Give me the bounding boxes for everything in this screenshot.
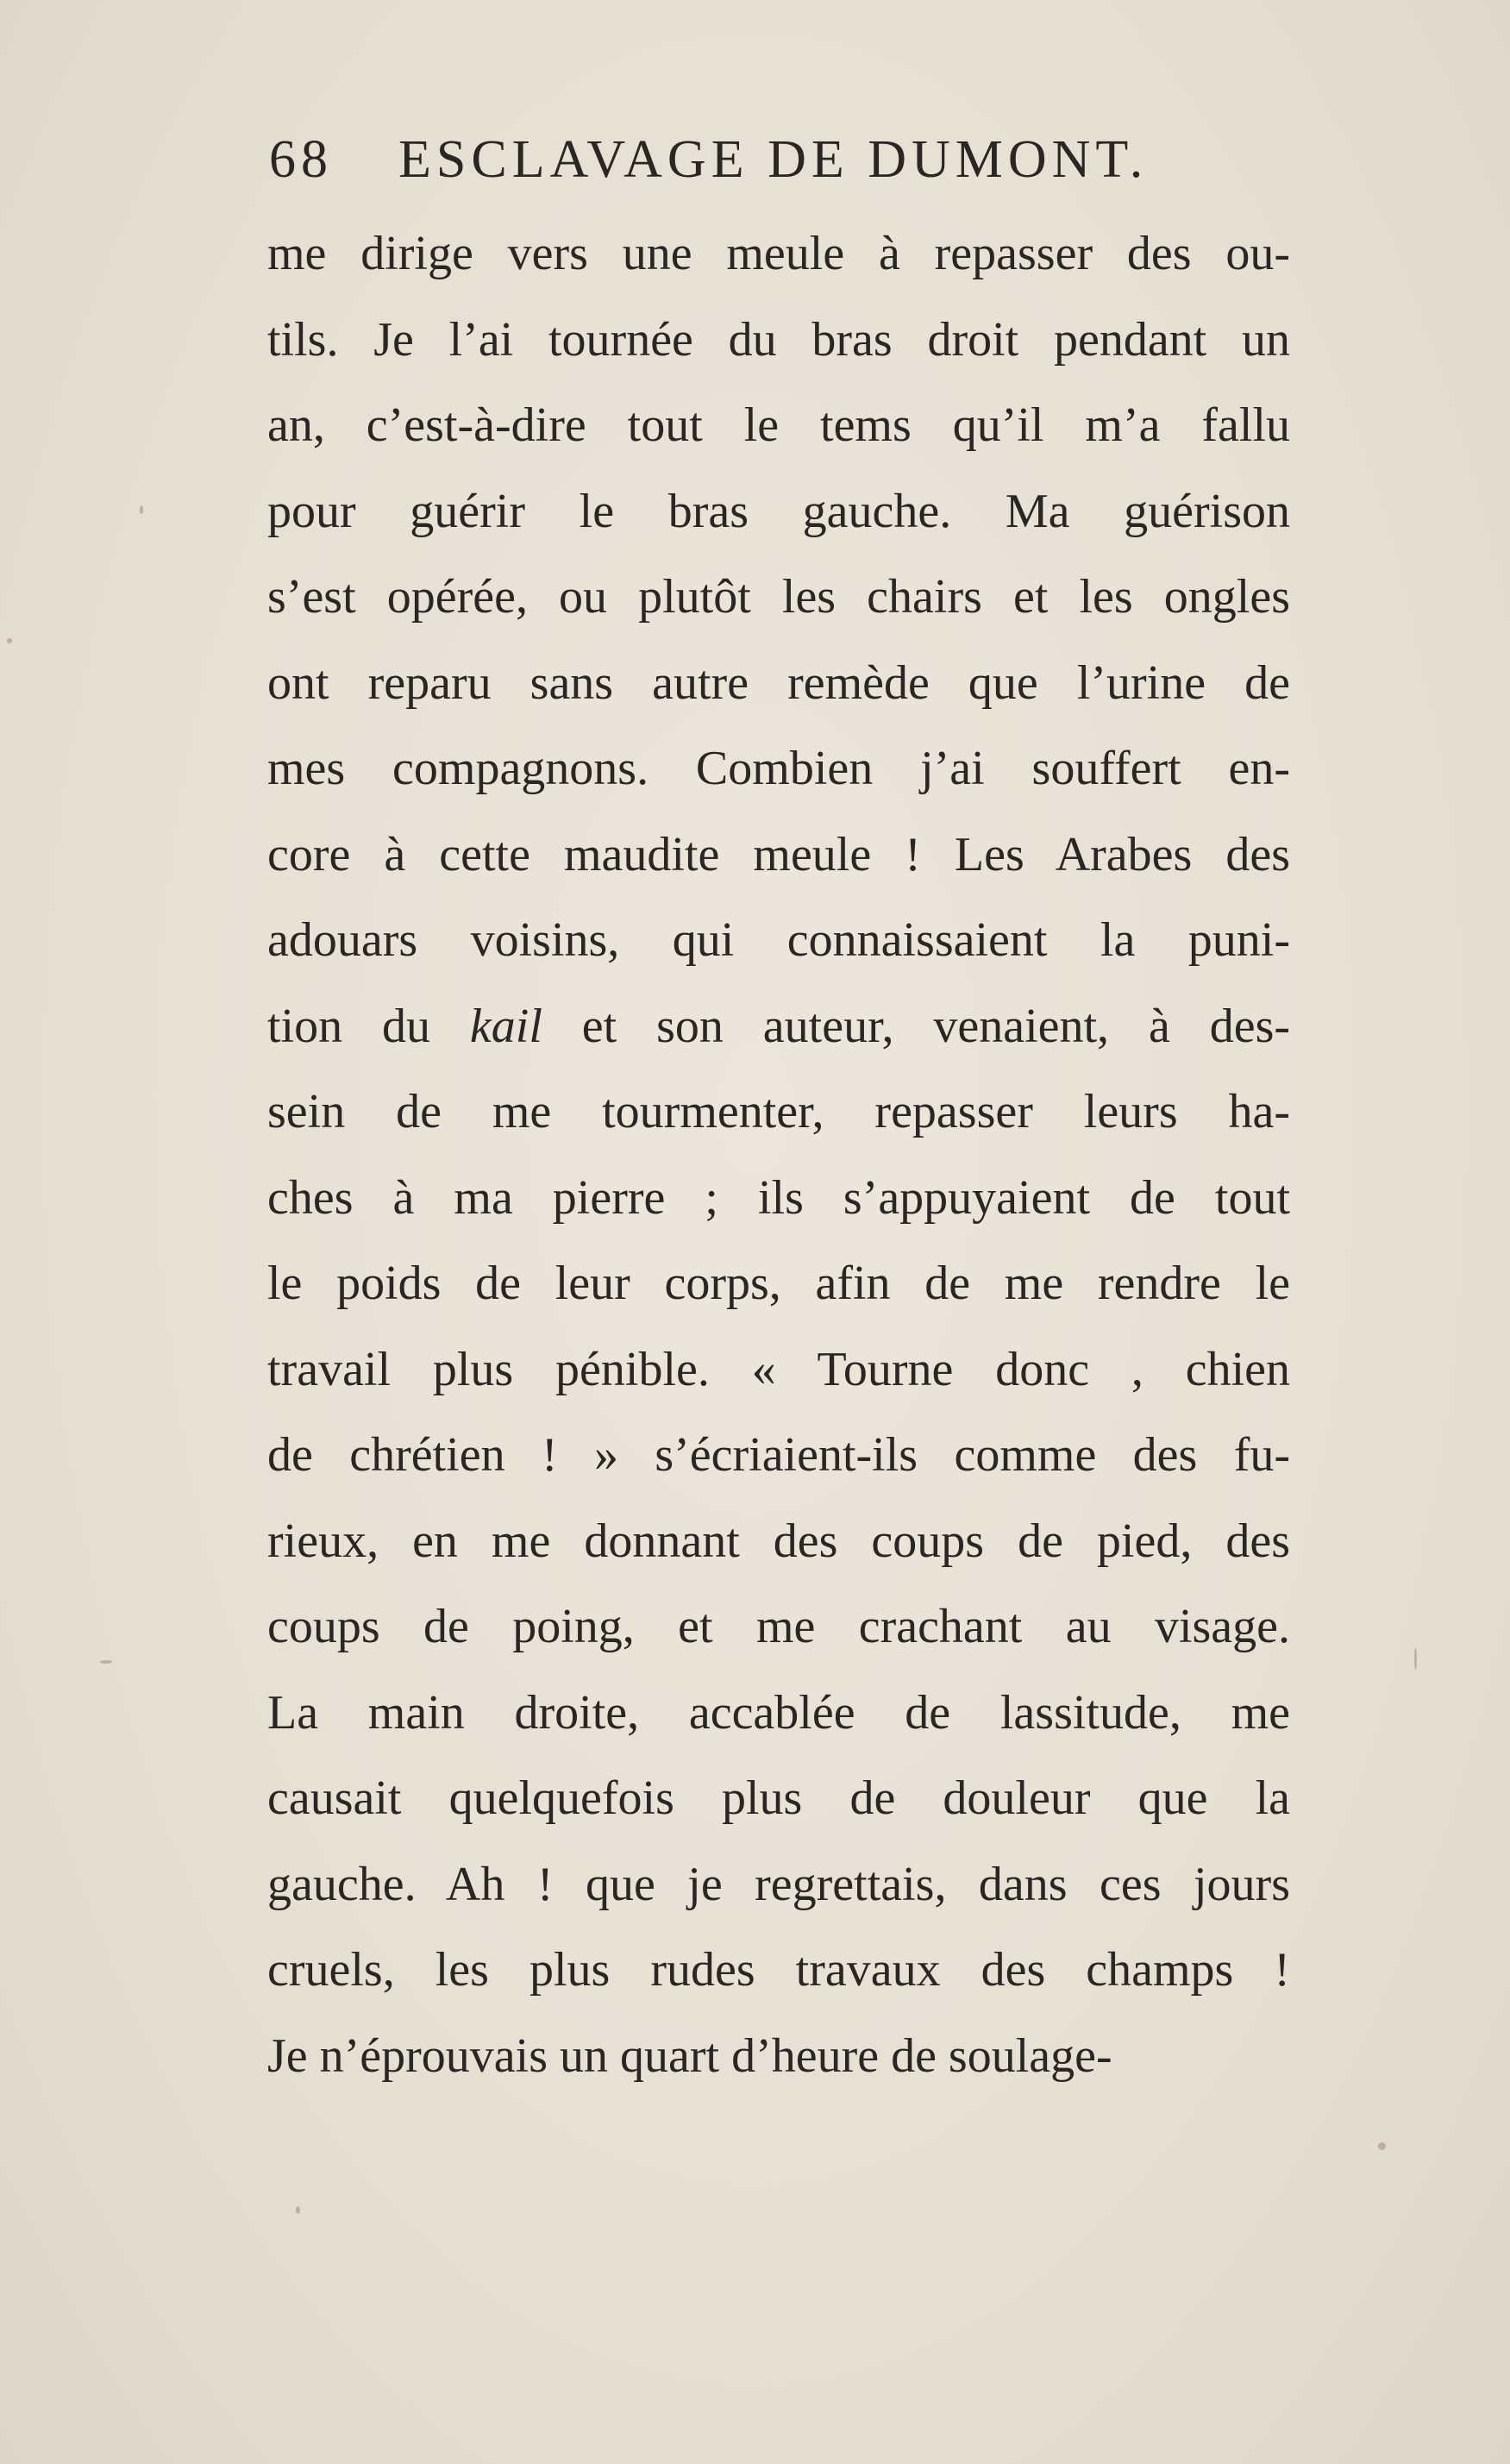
- text-line: [267, 898, 1290, 984]
- paper-speck: [7, 638, 12, 643]
- text-line: [267, 1156, 1290, 1242]
- text-run: ont reparu sans autre remède que l’urine de: [267, 655, 1290, 710]
- text-line: [267, 383, 1290, 469]
- paper-speck: [1378, 2142, 1386, 2150]
- text-run: coups de poing, et me crachant au visage.: [267, 1600, 1290, 1653]
- text-line: [267, 1584, 1290, 1671]
- body-text: [267, 211, 1290, 2099]
- text-line: [267, 2014, 1290, 2100]
- text-line: [267, 555, 1290, 641]
- text-run: s’est opérée, ou plutôt les chairs et les ongles: [267, 570, 1290, 624]
- text-run: cruels, les plus rudes travaux des champs !: [267, 1943, 1290, 1997]
- text-run: adouars voisins, qui connaissaient la puni-: [267, 913, 1290, 967]
- text-run: mes compagnons. Combien j’ai souffert en-: [267, 742, 1290, 795]
- text-line: [267, 1842, 1290, 1928]
- text-run: core à cette maudite meule ! Les Arabes des: [267, 827, 1290, 881]
- text-run: La main droite, accablée de lassitude, me: [267, 1685, 1290, 1740]
- text-line: [267, 1671, 1290, 1757]
- text-line: [267, 1928, 1290, 2014]
- text-line: [267, 1413, 1290, 1499]
- text-run: pour guérir le bras gauche. Ma guérison: [267, 484, 1290, 538]
- paper-speck: [296, 2206, 300, 2214]
- text-line: [267, 984, 1290, 1070]
- text-line: [267, 1241, 1290, 1327]
- text-line: [267, 211, 1290, 298]
- text-line: [267, 1069, 1290, 1156]
- text-line: [267, 1327, 1290, 1414]
- paper-speck: [1414, 1647, 1417, 1670]
- page-number: 68: [269, 130, 333, 189]
- paper-speck: [100, 1660, 112, 1664]
- text-run: tion du: [267, 999, 470, 1053]
- text-line: [267, 1756, 1290, 1842]
- text-run: Je n’éprouvais un quart d’heure de soulage-: [267, 2028, 1112, 2083]
- text-line: [267, 298, 1290, 384]
- text-line: [267, 641, 1290, 727]
- text-run: de chrétien ! » s’écriaient-ils comme des fu-: [267, 1428, 1290, 1482]
- text-line: [267, 1499, 1290, 1585]
- text-run: me dirige vers une meule à repasser des ou-: [267, 227, 1290, 280]
- text-run: gauche. Ah ! que je regrettais, dans ces jours: [267, 1857, 1290, 1911]
- text-line: [267, 469, 1290, 555]
- text-run: ches à ma pierre ; ils s’appuyaient de tout: [267, 1170, 1290, 1225]
- text-line: [267, 726, 1290, 812]
- text-run: travail plus pénible. « Tourne donc , chien: [267, 1342, 1290, 1396]
- text-run: rieux, en me donnant des coups de pied, des: [267, 1514, 1290, 1568]
- text-run: et son auteur, venaient, à des-: [542, 999, 1290, 1053]
- italic-term: kail: [469, 999, 542, 1053]
- text-run: an, c’est-à-dire tout le tems qu’il m’a fallu: [267, 398, 1290, 452]
- text-run: causait quelquefois plus de douleur que la: [267, 1771, 1290, 1825]
- text-line: [267, 812, 1290, 899]
- text-run: le poids de leur corps, afin de me rendre le: [267, 1257, 1290, 1310]
- paper-speck: [140, 505, 143, 514]
- running-title: ESCLAVAGE DE DUMONT.: [398, 130, 1149, 189]
- text-run: tils. Je l’ai tournée du bras droit pendant un: [267, 312, 1290, 367]
- running-head: [269, 121, 1218, 198]
- text-run: sein de me tourmenter, repasser leurs ha-: [267, 1085, 1290, 1138]
